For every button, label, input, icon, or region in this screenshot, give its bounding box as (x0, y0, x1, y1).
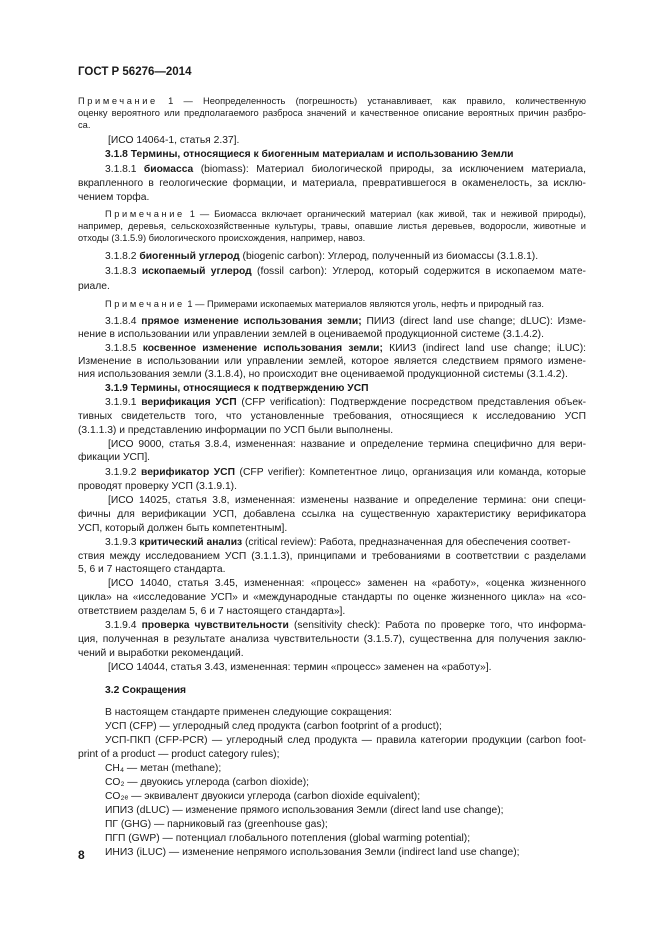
text-run: отходы (3.1.5.9) биологического происхождения, например, навоз. (78, 233, 366, 243)
term: биомасса (143, 164, 194, 175)
text-run: ИПИЗ (dLUC) — изменение прямого использования Земли (direct land use change); (105, 805, 504, 816)
text-line (105, 382, 586, 395)
text-line (108, 577, 586, 590)
text-run: оценку вероятного или предполагаемого разброса значений и качественное описание вероятных причин разбро- (78, 108, 586, 118)
text-line (78, 522, 586, 535)
text-run: ИНИЗ (iLUC) — изменение непрямого использования Земли (indirect land use change); (105, 847, 520, 858)
text-line (78, 232, 586, 245)
text-run: [ИСО 14040, статья 3.45, измененная: «процесс» заменен на «работу», «оценка жизненного (108, 578, 586, 589)
text-run: 1 — Неопределенность (погрешность) устанавливает, как правило, количественную (157, 96, 586, 106)
text-line (78, 355, 586, 368)
text-run: (biomass): Материал биологической природы, за исключением материала, (193, 164, 586, 175)
text-line (78, 368, 586, 381)
term: верификатор УСП (141, 467, 236, 478)
text-run: УСП-ПКП (CFP-PCR) — углеродный след продукта — правила категории продукции (carbon foot- (105, 735, 586, 746)
text-line (78, 508, 586, 521)
text-run: чением торфа. (78, 192, 150, 203)
text-run: цикла» на «исследование УСП» и «международные стандарты по оценке жизненного цикла» на «со- (78, 592, 586, 603)
text-run: 5, 6 и 7 настоящего стандарта. (78, 564, 226, 575)
text-run: Изменение в использовании или управлении землей, которое является следствием прямого измене- (78, 356, 586, 367)
text-run: риале. (78, 281, 110, 292)
text-line (105, 298, 586, 311)
text-line (78, 550, 586, 563)
term: ископаемый углерод (141, 266, 252, 277)
text-run: В настоящем стандарте применен следующие сокращения: (105, 707, 392, 718)
text-run: 3.1.9.2 (105, 467, 142, 478)
text-line (78, 633, 586, 646)
term: критический анализ (139, 537, 243, 548)
term: косвенное изменение использования земли; (142, 343, 383, 354)
text-line (105, 148, 586, 161)
text-run: ответствием разделам 5, 6 и 7 настоящего стандарта»]. (78, 606, 346, 617)
text-run: нение в использовании или управлении землей в оцениваемой продукционной системе (3.1.4.2). (78, 329, 544, 340)
text-run: са. (78, 120, 91, 130)
text-run: КИИЗ (indirect land use change; iLUC): (382, 343, 586, 354)
text-line (78, 328, 586, 341)
text-run: [ИСО 14064-1, статья 2.37]. (108, 135, 240, 146)
text-line (105, 315, 586, 328)
term: верификация УСП (141, 397, 237, 408)
text-run: УСП (CFP) — углеродный след продукта (carbon footprint of a product); (105, 721, 442, 732)
term: 3.1.9 Термины, относящиеся к подтверждению УСП (105, 383, 369, 394)
text-run: Примечание (105, 299, 185, 309)
text-run: 1 — Биомасса включает органический материал (как живой, так и неживой природы), (184, 209, 586, 219)
text-line (105, 536, 586, 549)
text-run: 3.1.9.4 (105, 620, 142, 631)
text-run: ция, полученная в результате анализа чувствительности (3.1.5.7), существенна для получения заклю- (78, 634, 586, 645)
text-line (105, 706, 586, 719)
text-line (108, 494, 586, 507)
text-line (105, 762, 586, 775)
text-run: (CFP verifier): Компетентное лицо, организация или команда, которые (235, 467, 586, 478)
text-run: (biogenic carbon): Углерод, полученный из биомассы (3.1.8.1). (239, 251, 539, 262)
text-line (105, 684, 586, 697)
text-run: 3.1.8.5 (105, 343, 143, 354)
text-line (78, 424, 586, 437)
text-line (105, 619, 586, 632)
text-line (78, 647, 586, 660)
text-run: 1 — Примерами ископаемых материалов являются уголь, нефть и природный газ. (184, 299, 544, 309)
text-run: [ИСО 14044, статья 3.43, измененная: термин «процесс» заменен на «работу»]. (108, 662, 492, 673)
text-run: CO₂ — двуокись углерода (carbon dioxide); (105, 777, 310, 788)
text-line (105, 832, 586, 845)
term: проверка чувствительности (141, 620, 289, 631)
text-run: 3.1.8.1 (105, 164, 144, 175)
text-line (105, 818, 586, 831)
text-line (78, 451, 586, 464)
text-line (105, 342, 586, 355)
text-line (105, 720, 586, 733)
text-run: чений и выработки рекомендаций. (78, 648, 244, 659)
text-run: 3.1.8.2 (105, 251, 140, 262)
text-line (78, 410, 586, 423)
text-run: УСП, который должен быть компетентным]. (78, 523, 288, 534)
text-line (105, 250, 586, 263)
text-line (105, 776, 586, 789)
text-line (78, 480, 586, 493)
term: 3.2 Сокращения (105, 685, 187, 696)
text-run: 3.1.8.3 (105, 266, 142, 277)
term: прямое изменение использования земли; (141, 316, 362, 327)
text-run: 3.1.9.1 (105, 397, 142, 408)
text-run: 3.1.8.4 (105, 316, 142, 327)
text-line (78, 591, 586, 604)
text-run: Примечание (105, 209, 185, 219)
text-line (78, 191, 586, 204)
text-line (105, 804, 586, 817)
term: 3.1.8 Термины, относящиеся к биогенным материалам и использованию Земли (105, 149, 514, 160)
text-line (108, 661, 586, 674)
text-run: CO₂ₑ — эквивалент двуокиси углерода (carbon dioxide equivalent); (105, 791, 421, 802)
text-run: например, деревья, сельскохозяйственные культуры, травы, опавшие листья деревьев, водоросли, животные и (78, 221, 586, 231)
text-run: ПГП (GWP) — потенциал глобального потепления (global warming potential); (105, 833, 471, 844)
text-line (78, 177, 586, 190)
text-line (78, 563, 586, 576)
text-line (105, 734, 586, 747)
text-line (78, 119, 586, 132)
text-run: ПГ (GHG) — парниковый газ (greenhouse gas); (105, 819, 328, 830)
text-run: тивных свидетельств того, что установленные требования, относящиеся к исследованию УСП (78, 411, 586, 422)
text-line (78, 605, 586, 618)
text-line (105, 466, 586, 479)
text-run: фикации УСП]. (78, 452, 151, 463)
term: биогенный углерод (139, 251, 240, 262)
text-run: print of a product — product category rules); (78, 749, 280, 760)
text-run: проводят проверку УСП (3.1.9.1). (78, 481, 237, 492)
text-run: (sensitivity check): Работа по проверке того, что информа- (288, 620, 586, 631)
page-number: 8 (78, 848, 85, 862)
document-header: ГОСТ Р 56276—2014 (78, 66, 192, 78)
text-line (105, 396, 586, 409)
text-run: ПИИЗ (direct land use change; dLUC): Изме- (361, 316, 586, 327)
text-line (105, 846, 586, 859)
text-run: 3.1.9.3 (105, 537, 140, 548)
text-run: фичны для верификации УСП, добавлена ссылка на существенную характеристику верификатора (78, 509, 586, 520)
text-line (78, 280, 586, 293)
text-run: вкрапленного в геологические формации, и материала, превратившегося в окаменелость, за исклю- (78, 178, 586, 189)
text-run: [ИСО 14025, статья 3.8, измененная: изменены название и определение термина: они специ- (108, 495, 586, 506)
text-line (78, 748, 586, 761)
text-run: (fossil carbon): Углерод, который содержится в ископаемом мате- (251, 266, 586, 277)
text-line (108, 438, 586, 451)
text-run: (critical review): Работа, предназначенная для обеспечения соответ- (242, 537, 571, 548)
text-run: [ИСО 9000, статья 3.8.4, измененная: название и определение термина специфично для вери- (108, 439, 586, 450)
text-run: Примечание (78, 96, 158, 106)
text-run: CH₄ — метан (methane); (105, 763, 222, 774)
text-line (108, 134, 586, 147)
text-run: (CFP verification): Подтверждение посредством представления объек- (236, 397, 586, 408)
text-line (105, 265, 586, 278)
text-run: ния использования земли (3.1.8.4), но происходит вне оцениваемой продукционной системы (3.1.4.2). (78, 369, 568, 380)
text-line (105, 163, 586, 176)
text-run: ствия между исследованием УСП (3.1.1.3), принципами и требованиями в соответствии с разделами (78, 551, 586, 562)
text-run: (3.1.1.3) и представлению информации по УСП были выполнены. (78, 425, 394, 436)
text-line (105, 790, 586, 803)
